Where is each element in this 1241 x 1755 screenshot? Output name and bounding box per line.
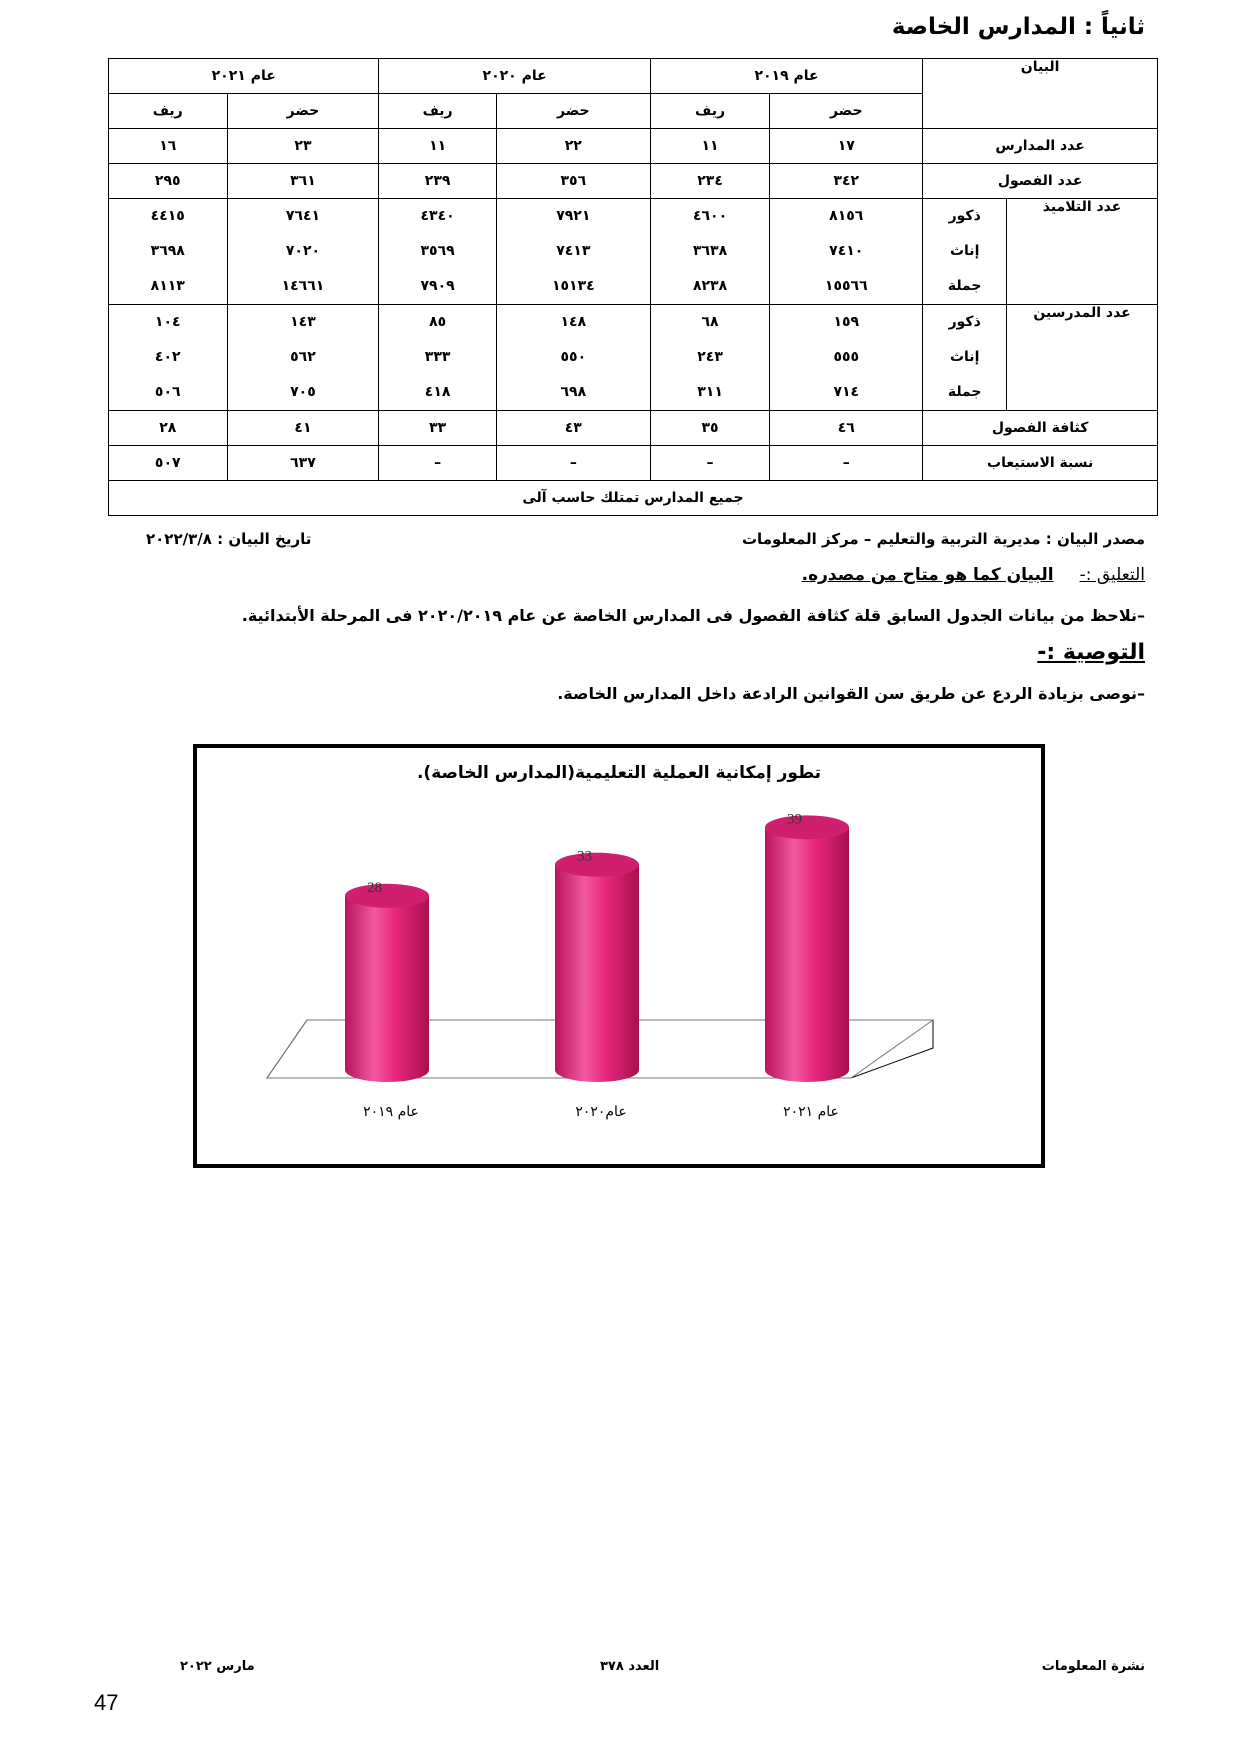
table-cell-stack (770, 199, 923, 305)
table-cell: ٥٥٥ (833, 349, 860, 365)
table-cell-stack (109, 305, 228, 411)
bar-chart (197, 748, 1041, 1164)
sub-label: ذكور (948, 314, 981, 330)
table-cell: ٧٤١٠ (829, 243, 864, 259)
table-cell-stack (496, 305, 650, 411)
table-cell-stack (109, 199, 228, 305)
table-cell: ٧١٤ (833, 384, 860, 400)
urban-header: حضر (770, 94, 923, 129)
data-label: 39 (787, 811, 802, 828)
comment-value: البيان كما هو متاح من مصدره. (801, 565, 1054, 585)
table-cell: ٨٢٣٨ (692, 278, 728, 294)
table-cell: ٧٩٢١ (556, 208, 591, 224)
table-cell: ٤٦٠٠ (692, 208, 728, 224)
table-row-absorption (109, 446, 1158, 481)
table-cell: ١٤٣ (290, 314, 316, 330)
data-label: 33 (577, 848, 592, 865)
row-label: عدد المدارس (923, 129, 1158, 164)
chart-x-labels (363, 1104, 839, 1120)
table-cell: ٤١٨ (424, 384, 451, 400)
table-footer-note: جميع المدارس تمتلك حاسب آلى (109, 481, 1158, 516)
sub-label: ذكور (948, 208, 981, 224)
table-cell: – (379, 446, 496, 481)
data-label: 28 (367, 879, 382, 896)
table-cell: – (770, 446, 923, 481)
table-cell: ٣٤٢ (770, 164, 923, 199)
table-cell: ٤٤١٥ (150, 208, 185, 224)
x-tick-label: عام٢٠٢٠ (575, 1104, 627, 1120)
table-row-pupils (109, 199, 1158, 305)
table-cell: ١٧ (770, 129, 923, 164)
table-cell-stack (650, 305, 769, 411)
table-cell-stack (227, 199, 379, 305)
chart-bars (345, 811, 849, 1082)
table-cell: ٨٥ (429, 314, 447, 330)
table-cell: ١٥٥٦٦ (824, 278, 868, 294)
bar-body (555, 865, 639, 1082)
table-footer-row (109, 481, 1158, 516)
table-cell: ٢٨ (109, 411, 228, 446)
table-cell: ٣١١ (697, 384, 723, 400)
sub-label: جملة (947, 278, 982, 294)
table-cell: – (496, 446, 650, 481)
table-cell: ٣٥٦٩ (420, 243, 455, 259)
table-cell: ٧٦٤١ (285, 208, 321, 224)
table-cell: ٣٦١ (227, 164, 379, 199)
table-cell: ٤٣٤٠ (420, 208, 455, 224)
table-cell: ٨١١٣ (150, 278, 185, 294)
rural-header: ريف (650, 94, 769, 129)
gender-labels (923, 199, 1007, 305)
table-cell: ١٥٩ (833, 314, 860, 330)
table-cell: ٧٩٠٩ (420, 278, 455, 294)
table-cell: ٤٦ (770, 411, 923, 446)
table-cell: ٦٩٨ (560, 384, 587, 400)
table-cell-stack (379, 305, 496, 411)
table-cell-stack (496, 199, 650, 305)
row-label: عدد المدرسين (1007, 305, 1158, 411)
table-cell: ٣٦٣٨ (692, 243, 728, 259)
chart-container (193, 744, 1045, 1168)
bar-body (345, 896, 429, 1082)
sub-label: إناث (949, 243, 980, 259)
bar-top (345, 884, 429, 908)
table-cell: ١٠٤ (154, 314, 181, 330)
row-label: نسبة الاستيعاب (923, 446, 1158, 481)
row-label: عدد الفصول (923, 164, 1158, 199)
year-header: عام ٢٠٢١ (109, 59, 379, 94)
table-cell: ٢٩٥ (109, 164, 228, 199)
table-cell: ٧٤١٣ (556, 243, 591, 259)
chart-title: تطور إمكانية العملية التعليمية(المدارس الخاصة). (416, 763, 822, 783)
table-cell: ٥٠٧ (109, 446, 228, 481)
comment-line (802, 565, 1145, 585)
sub-label: إناث (949, 349, 980, 365)
bar-body (765, 827, 849, 1082)
table-header-row (109, 59, 1158, 94)
header-label: البيان (923, 59, 1158, 129)
recommendation-label: التوصية :- (1037, 640, 1145, 665)
table-row-density (109, 411, 1158, 446)
footer-publication: نشرة المعلومات (1041, 1659, 1145, 1674)
table-cell: ٤٣ (496, 411, 650, 446)
table-cell: – (650, 446, 769, 481)
bar-top (765, 815, 849, 839)
table-cell: ٧٠٥ (290, 384, 316, 400)
row-label: عدد التلاميذ (1007, 199, 1158, 305)
table-cell-stack (379, 199, 496, 305)
table-cell: ٥٥٠ (560, 349, 587, 365)
table-cell: ٢٣ (227, 129, 379, 164)
table-cell: ١٦ (109, 129, 228, 164)
x-tick-label: عام ٢٠١٩ (363, 1104, 419, 1120)
table-row-schools (109, 129, 1158, 164)
table-row-teachers (109, 305, 1158, 411)
table-cell: ١١ (379, 129, 496, 164)
observation-note: –نلاحظ من بيانات الجدول السابق قلة كثافة الفصول فى المدارس الخاصة عن عام ٢٠٢٠/٢٠١٩ فى المرحلة الأبتدائية. (241, 606, 1145, 625)
table-cell-stack (650, 199, 769, 305)
table-cell: ١٤٦٦١ (281, 278, 325, 294)
rural-header: ريف (109, 94, 228, 129)
page-heading: ثانياً : المدارس الخاصة (891, 14, 1145, 40)
table-cell: ٨١٥٦ (829, 208, 864, 224)
chart-bar (345, 884, 429, 1082)
comment-label: التعليق :- (1079, 565, 1145, 585)
table-cell: ٢٤٣ (697, 349, 723, 365)
table-cell: ٤١ (227, 411, 379, 446)
data-source: مصدر البيان : مديرية التربية والتعليم – مركز المعلومات (741, 530, 1145, 548)
urban-header: حضر (496, 94, 650, 129)
table-cell: ٢٣٩ (379, 164, 496, 199)
table-cell: ٣٣٣ (424, 349, 451, 365)
table-row-classes (109, 164, 1158, 199)
page-number: 47 (94, 1690, 119, 1715)
table-cell-stack (227, 305, 379, 411)
year-header: عام ٢٠١٩ (650, 59, 922, 94)
gender-labels (923, 305, 1007, 411)
x-tick-label: عام ٢٠٢١ (783, 1104, 839, 1120)
sub-label: جملة (947, 384, 982, 400)
table-cell: ٢٢ (496, 129, 650, 164)
chart-bar (765, 815, 849, 1082)
table-cell: ٥٦٢ (290, 349, 316, 365)
footer-issue: العدد ٣٧٨ (600, 1659, 660, 1674)
footer-date: مارس ٢٠٢٢ (180, 1659, 255, 1674)
table-cell: ٣٣ (379, 411, 496, 446)
table-cell: ٣٦٩٨ (150, 243, 185, 259)
table-cell: ١١ (650, 129, 769, 164)
rural-header: ريف (379, 94, 496, 129)
table-cell: ٧٠٢٠ (285, 243, 321, 259)
table-cell: ٦٣٧ (227, 446, 379, 481)
year-header: عام ٢٠٢٠ (379, 59, 650, 94)
recommendation-text: –نوصى بزيادة الردع عن طريق سن القوانين الرادعة داخل المدارس الخاصة. (557, 684, 1145, 703)
urban-header: حضر (227, 94, 379, 129)
table-cell: ٦٨ (701, 314, 719, 330)
data-date: تاريخ البيان : ٢٠٢٢/٣/٨ (146, 530, 312, 548)
table-cell: ١٤٨ (560, 314, 587, 330)
table-cell: ٢٣٤ (650, 164, 769, 199)
table-cell: ٣٥ (650, 411, 769, 446)
private-schools-table (108, 58, 1158, 516)
bar-top (555, 853, 639, 877)
table-cell: ٤٠٢ (154, 349, 181, 365)
table-cell-stack (770, 305, 923, 411)
table-cell: ٥٠٦ (154, 384, 181, 400)
row-label: كثافة الفصول (923, 411, 1158, 446)
chart-bar (555, 853, 639, 1082)
table-cell: ١٥١٣٤ (551, 278, 595, 294)
table-cell: ٣٥٦ (496, 164, 650, 199)
